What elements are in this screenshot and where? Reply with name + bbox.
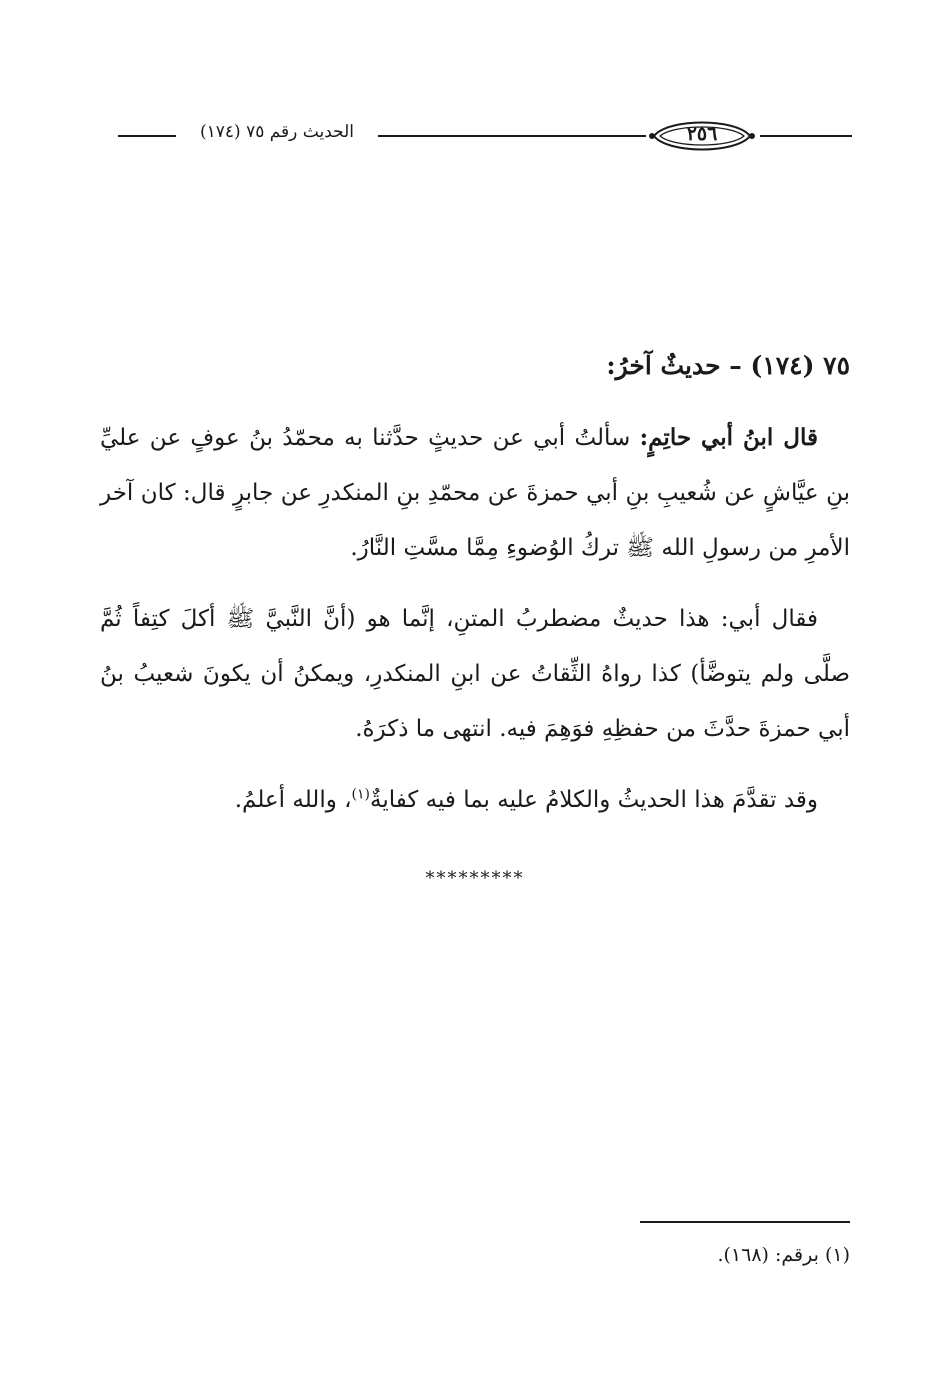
footnote-reference[interactable]: (١): [351, 786, 371, 803]
paragraph-3-text: وقد تقدَّمَ هذا الحديثُ والكلامُ عليه بما فيه كفايةٌ: [370, 787, 818, 813]
header-rule-right: [760, 135, 852, 137]
main-text: [100, 338, 850, 889]
running-title: الحديث رقم ٧٥ (١٧٤): [199, 122, 355, 142]
footnote-1: (١) برقم: (١٦٨).: [717, 1244, 850, 1266]
page-number: ٢٥٦: [686, 123, 718, 145]
paragraph-1: [100, 410, 850, 576]
header-rule-middle: [378, 135, 646, 137]
paragraph-3: [100, 773, 850, 828]
paragraph-1-text: سألتُ أبي عن حديثٍ حدَّثنا به محمّدُ بنُ عوفٍ عن عليِّ بنِ عيَّاشٍ عن شُعيبِ بنِ أبي حمزةَ عن محمّدِ بنِ المنكدرِ عن جابرٍ قال: كان آخر الأمرِ من رسولِ الله ﷺ تركُ الوُضوءِ مِمَّا مسَّتِ النَّارُ.: [100, 425, 850, 561]
header-rule-left: [118, 135, 176, 137]
paragraph-1-lead: قال ابنُ أبي حاتِمٍ:: [639, 424, 819, 451]
page-number-ornament: [648, 112, 756, 160]
paragraph-3-ending: ، والله أعلمُ.: [234, 787, 352, 813]
running-header: [100, 108, 852, 164]
paragraph-2: فقال أبي: هذا حديثٌ مضطربُ المتنِ، إنَّما هو (أنَّ النَّبيَّ ﷺ أكلَ كتِفاً ثُمَّ صلَّى ولم يتوضَّأ) كذا رواهُ الثِّقاتُ عن ابنِ المنكدرِ، ويمكنُ أن يكونَ شعيبُ بنُ أبي حمزةَ حدَّثَ من حفظِهِ فوَهِمَ فيه. انتهى ما ذكرَهُ.: [100, 606, 850, 742]
hadith-heading: ٧٥ (١٧٤) – حديثٌ آخرُ:: [606, 351, 850, 380]
section-separator: *********: [425, 868, 525, 889]
footnote-rule: [640, 1221, 850, 1223]
